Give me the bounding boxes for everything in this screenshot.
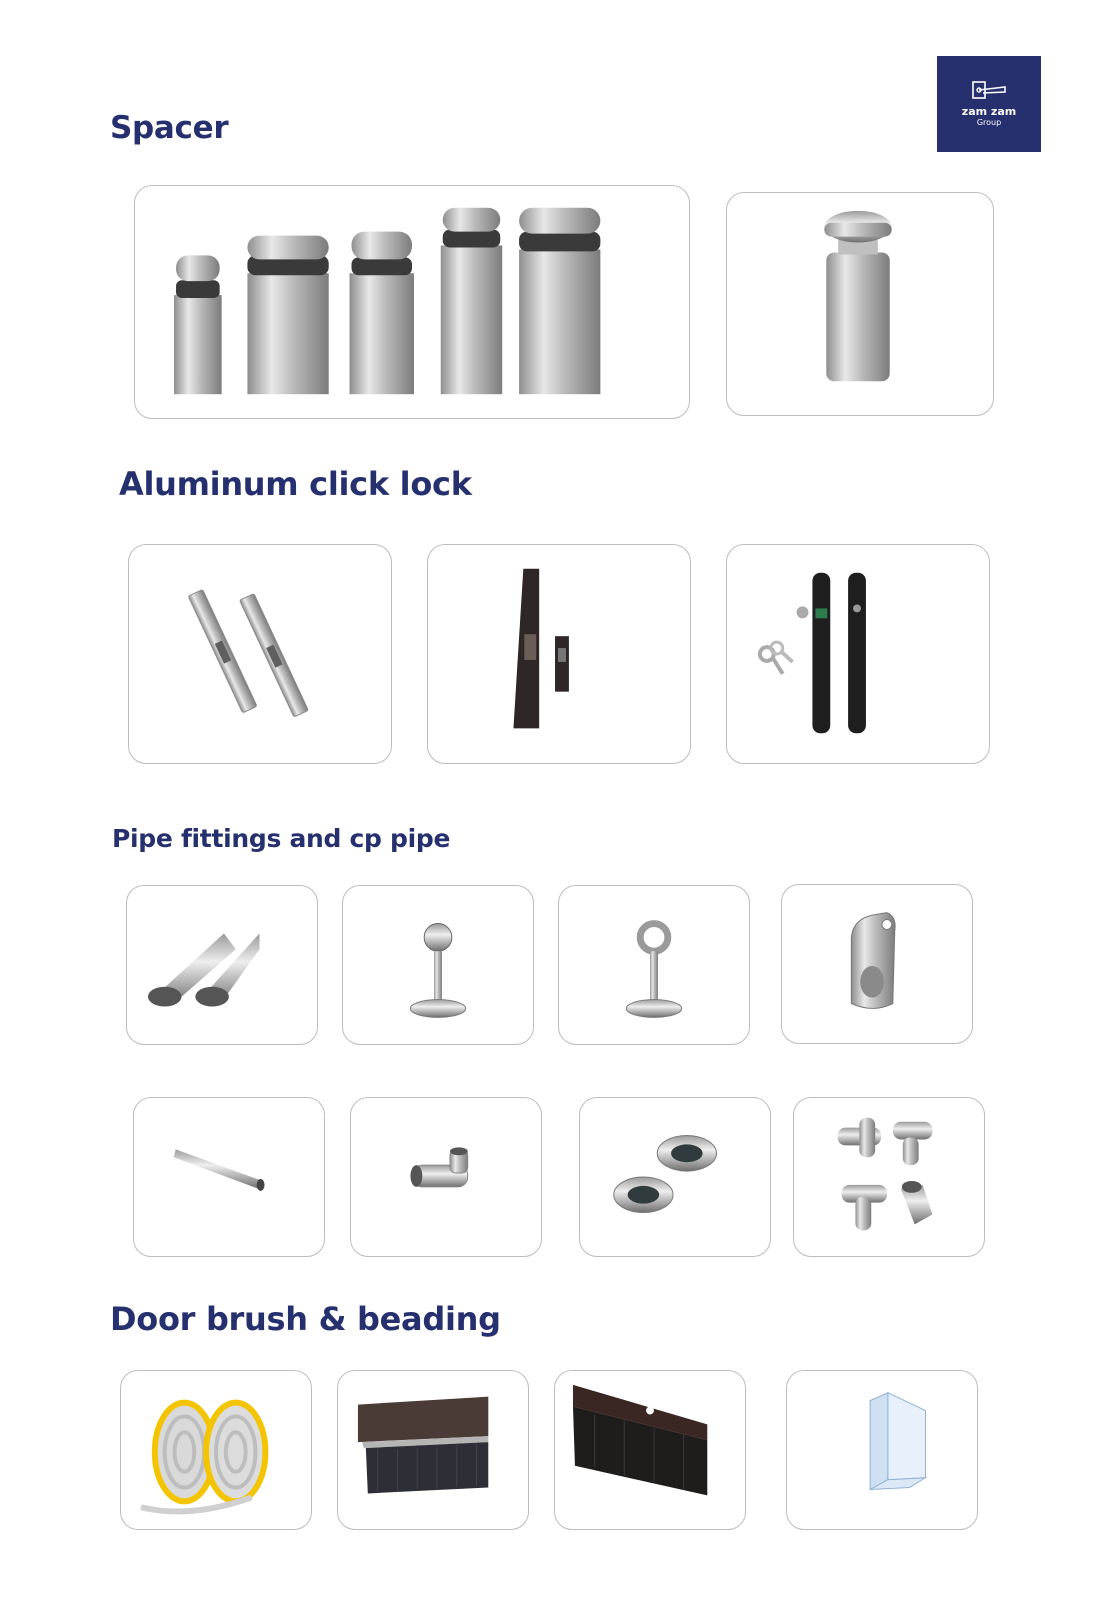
foam-seal-tape-icon — [121, 1371, 311, 1529]
section-title-door: Door brush & beading — [110, 1300, 501, 1338]
foam-seal-tape-card[interactable] — [120, 1370, 312, 1530]
glass-beading-icon — [787, 1371, 977, 1529]
spacer-set-icon — [135, 186, 689, 418]
click-lock-silver-icon — [129, 545, 391, 763]
section-title-click-lock: Aluminum click lock — [119, 465, 472, 503]
glass-beading-card[interactable] — [786, 1370, 978, 1530]
section-title-spacer: Spacer — [110, 110, 229, 146]
brand-name: zam zam — [961, 105, 1017, 118]
cp-pipe-card[interactable] — [133, 1097, 325, 1257]
oval-pipe-card[interactable] — [126, 885, 318, 1045]
oval-pipe-icon — [127, 886, 317, 1044]
door-brush-black-card[interactable] — [554, 1370, 746, 1530]
tee-connector-card[interactable] — [350, 1097, 542, 1257]
round-flange-card[interactable] — [579, 1097, 771, 1257]
spacer-single-icon — [727, 193, 993, 415]
oval-socket-icon — [782, 885, 972, 1043]
section-title-pipe: Pipe fittings and cp pipe — [112, 824, 451, 853]
brand-logo — [937, 56, 1041, 152]
door-brush-black-icon — [555, 1371, 745, 1529]
spacer-set-card[interactable] — [134, 185, 690, 419]
click-lock-brown-icon — [428, 545, 690, 763]
oval-socket-card[interactable] — [781, 884, 973, 1044]
click-lock-silver-card[interactable] — [128, 544, 392, 764]
spacer-single-card[interactable] — [726, 192, 994, 416]
door-brush-brown-card[interactable] — [337, 1370, 529, 1530]
brand-sub: Group — [976, 118, 1002, 127]
click-lock-black-key-card[interactable] — [726, 544, 990, 764]
ball-bracket-card[interactable] — [342, 885, 534, 1045]
ring-bracket-card[interactable] — [558, 885, 750, 1045]
pipe-connectors-icon — [794, 1098, 984, 1256]
tee-connector-icon — [351, 1098, 541, 1256]
click-lock-brown-card[interactable] — [427, 544, 691, 764]
pipe-connectors-card[interactable] — [793, 1097, 985, 1257]
click-lock-black-key-icon — [727, 545, 989, 763]
door-brush-brown-icon — [338, 1371, 528, 1529]
handle-icon — [971, 78, 1009, 102]
ring-bracket-icon — [559, 886, 749, 1044]
round-flange-icon — [580, 1098, 770, 1256]
cp-pipe-icon — [134, 1098, 324, 1256]
ball-bracket-icon — [343, 886, 533, 1044]
